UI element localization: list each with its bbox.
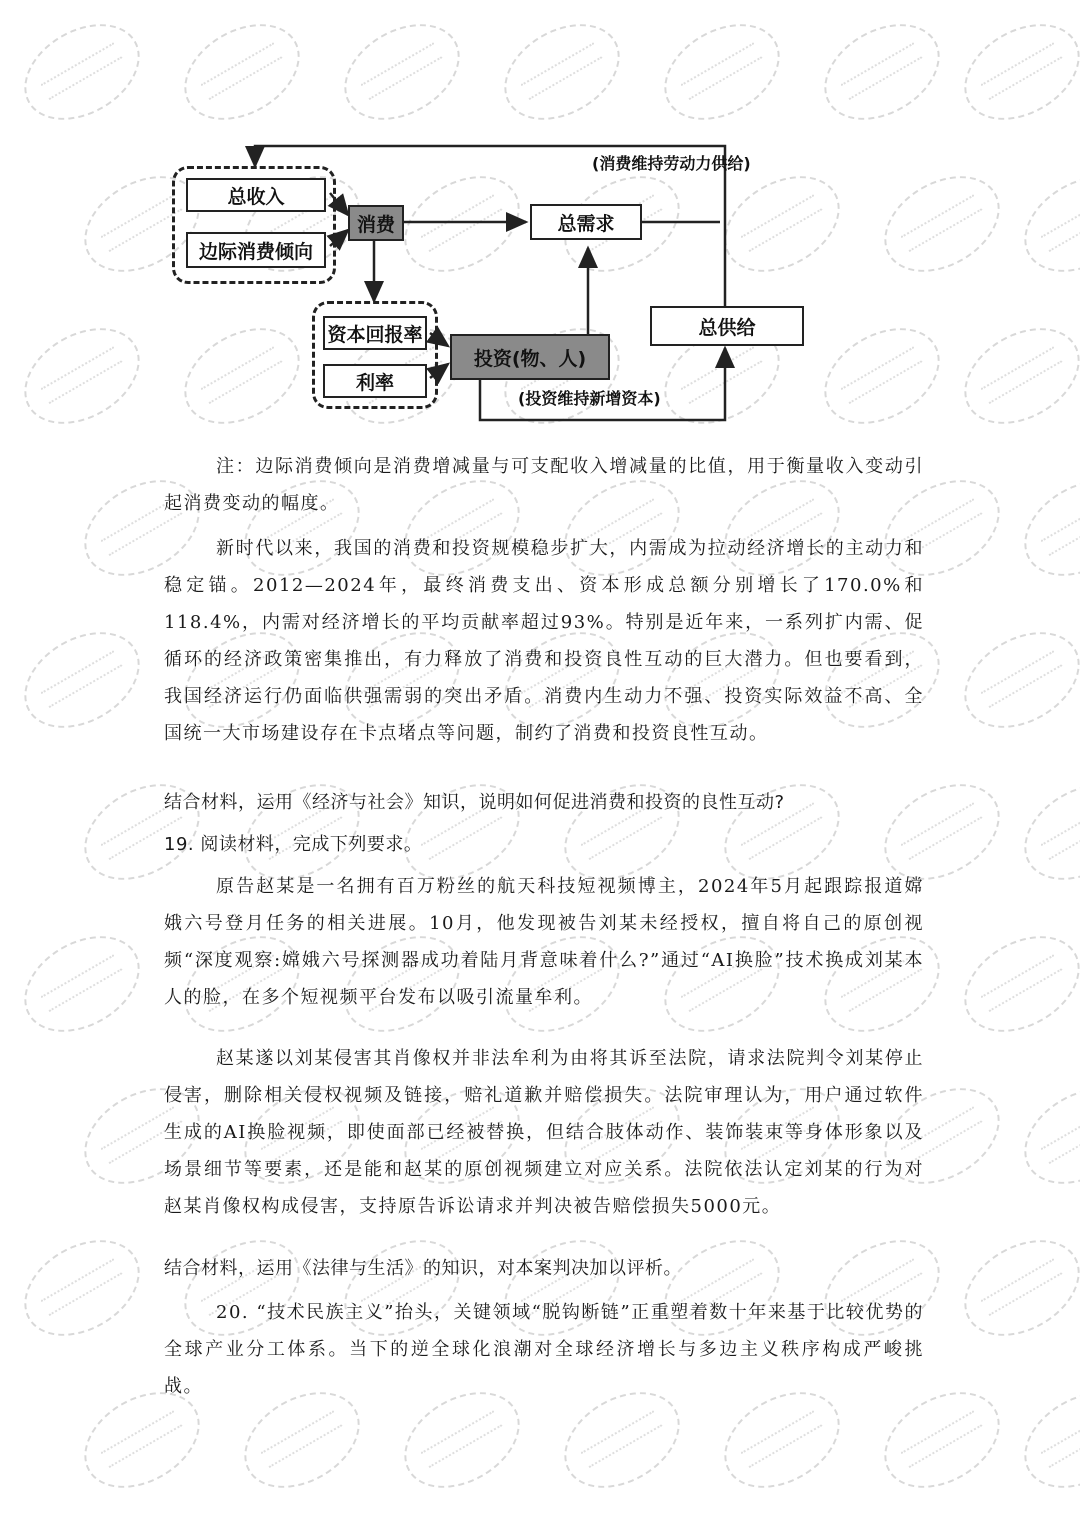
watermark-stamp bbox=[807, 5, 956, 140]
watermark-stamp bbox=[1007, 1069, 1080, 1204]
node-income: 总收入 bbox=[186, 178, 326, 212]
node-return-rate: 资本回报率 bbox=[323, 316, 427, 350]
watermark-stamp bbox=[167, 5, 316, 140]
watermark-stamp bbox=[7, 917, 156, 1052]
watermark-stamp bbox=[947, 613, 1080, 748]
watermark-stamp bbox=[1007, 461, 1080, 596]
watermark-stamp bbox=[947, 1221, 1080, 1356]
node-aggregate-demand: 总需求 bbox=[530, 204, 642, 240]
watermark-stamp bbox=[807, 309, 956, 444]
q19-heading: 19. 阅读材料，完成下列要求。 bbox=[164, 834, 423, 855]
watermark-stamp bbox=[947, 917, 1080, 1052]
q20-material: 20. “技术民族主义”抬头，关键领域“脱钩断链”正重塑着数十年来基于比较优势的全球产业分工体系。当下的逆全球化浪潮对全球经济增长与多边主义秩序构成严峻挑战。 bbox=[164, 1302, 924, 1397]
watermark-stamp bbox=[327, 5, 476, 140]
label-investment-capital: (投资维持新增资本) bbox=[518, 389, 661, 408]
q19-material-1: 原告赵某是一名拥有百万粉丝的航天科技短视频博主，2024年5月起跟踪报道嫦娥六号登月任务的相关进展。10月，他发现被告刘某未经授权，擅自将自己的原创视频“深度观察:嫦娥六号探测器成功着陆月背意味着什么?”通过“AI换脸”技术换成刘某本人的脸，在多个短视频平台发布以吸引流量牟利。 bbox=[164, 876, 924, 1008]
watermark-stamp bbox=[867, 157, 1016, 292]
economy-flow-diagram bbox=[160, 138, 820, 438]
node-aggregate-supply: 总供给 bbox=[650, 306, 804, 346]
watermark-stamp bbox=[1007, 157, 1080, 292]
watermark-stamp bbox=[947, 309, 1080, 444]
watermark-stamp bbox=[647, 5, 796, 140]
q19-material-2: 赵某遂以刘某侵害其肖像权并非法牟利为由将其诉至法院，请求法院判令刘某停止侵害，删除相关侵权视频及链接，赔礼道歉并赔偿损失。法院审理认为，用户通过软件生成的AI换脸视频，即使面部已经被替换，但结合肢体动作、装饰装束等身体形象以及场景细节等要素，还是能和赵某的原创视频建立对应关系。法院依法认定刘某的行为对赵某肖像权构成侵害，支持原告诉讼请求并判决被告赔偿损失5000元。 bbox=[164, 1048, 924, 1217]
node-investment: 投资(物、人) bbox=[450, 334, 610, 380]
watermark-stamp bbox=[7, 1221, 156, 1356]
node-consumption: 消费 bbox=[348, 205, 404, 241]
diagram-note: 注：边际消费倾向是消费增减量与可支配收入增减量的比值，用于衡量收入变动引起消费变动的幅度。 bbox=[164, 456, 924, 514]
node-mpc: 边际消费倾向 bbox=[186, 232, 326, 268]
watermark-stamp bbox=[947, 5, 1080, 140]
watermark-stamp bbox=[7, 5, 156, 140]
question-19: 结合材料，运用《法律与生活》的知识，对本案判决加以评析。 bbox=[164, 1258, 682, 1279]
watermark-stamp bbox=[7, 309, 156, 444]
question-18: 结合材料，运用《经济与社会》知识，说明如何促进消费和投资的良性互动? bbox=[164, 792, 785, 813]
node-interest-rate: 利率 bbox=[323, 364, 427, 398]
material-q18: 新时代以来，我国的消费和投资规模稳步扩大，内需成为拉动经济增长的主动力和稳定锚。2012—2024年，最终消费支出、资本形成总额分别增长了170.0%和118.4%，内需对经济增长的平均贡献率超过93%。特别是近年来，一系列扩内需、促循环的经济政策密集推出，有力释放了消费和投资良性互动的巨大潜力。但也要看到，我国经济运行仍面临供强需弱的突出矛盾。消费内生动力不强、投资实际效益不高、全国统一大市场建设存在卡点堵点等问题，制约了消费和投资良性互动。 bbox=[164, 538, 924, 744]
watermark-stamp bbox=[1007, 1373, 1080, 1508]
watermark-stamp bbox=[1007, 765, 1080, 900]
label-consumption-labor: (消费维持劳动力供给) bbox=[592, 154, 751, 173]
watermark-stamp bbox=[487, 5, 636, 140]
watermark-stamp bbox=[7, 613, 156, 748]
